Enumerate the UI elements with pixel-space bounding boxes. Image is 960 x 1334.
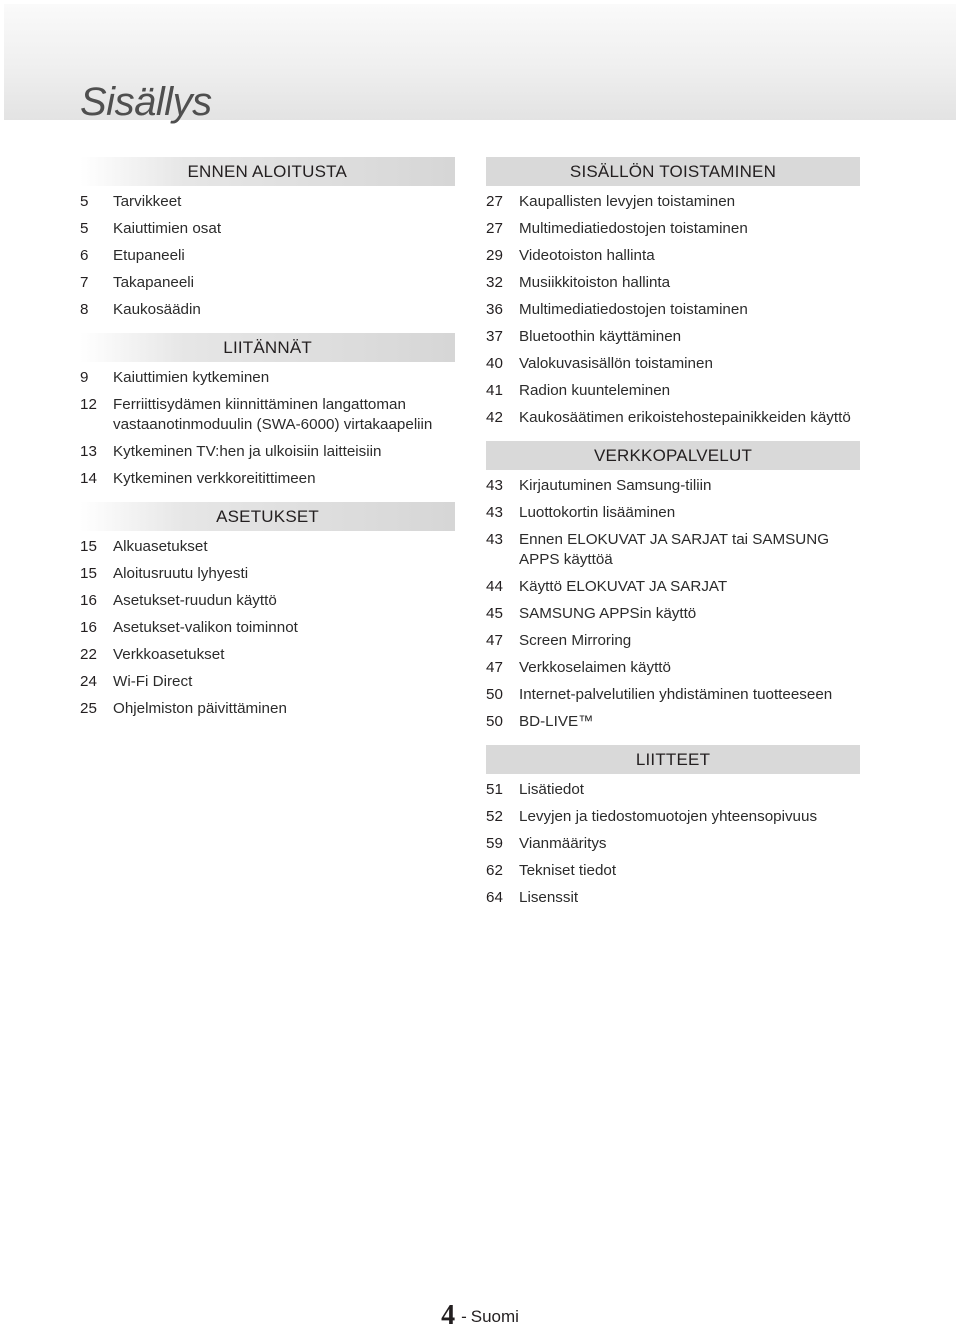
toc-entry-page: 50 bbox=[486, 685, 503, 703]
toc-entry-title: Verkkoselaimen käyttö bbox=[519, 658, 671, 676]
toc-section-liitteet bbox=[486, 745, 860, 911]
toc-entry-page: 13 bbox=[80, 442, 97, 460]
toc-section-verkkopalvelut bbox=[486, 441, 860, 735]
footer-separator: - bbox=[461, 1307, 467, 1326]
toc-entry[interactable] bbox=[486, 499, 860, 526]
toc-entry-title: Levyjen ja tiedostomuotojen yhteensopivuus bbox=[519, 807, 818, 825]
toc-entry-page: 43 bbox=[486, 476, 503, 494]
toc-entry-title: Multimediatiedostojen toistaminen bbox=[519, 219, 748, 237]
section-heading: ASETUKSET bbox=[80, 502, 455, 531]
toc-entry[interactable] bbox=[486, 296, 860, 323]
toc-entry[interactable] bbox=[80, 641, 455, 668]
toc-entry-page: 50 bbox=[486, 712, 503, 730]
toc-entry[interactable] bbox=[486, 526, 860, 573]
toc-entry[interactable] bbox=[80, 614, 455, 641]
toc-entry-title: Tarvikkeet bbox=[113, 192, 182, 210]
toc-entry[interactable] bbox=[486, 242, 860, 269]
toc-entry[interactable] bbox=[486, 884, 860, 911]
toc-entry-title: Ohjelmiston päivittäminen bbox=[113, 699, 287, 717]
toc-entry-page: 15 bbox=[80, 564, 97, 582]
toc-entry-title: Lisenssit bbox=[519, 888, 579, 906]
toc-entry-page: 7 bbox=[80, 273, 89, 291]
toc-entry-title: Kirjautuminen Samsung-tiliin bbox=[519, 476, 712, 494]
toc-entry-page: 14 bbox=[80, 469, 97, 487]
toc-entry-page: 62 bbox=[486, 861, 503, 879]
toc-entry-page: 9 bbox=[80, 368, 89, 386]
toc-entry-title: Luottokortin lisääminen bbox=[519, 503, 676, 521]
toc-entry[interactable] bbox=[80, 465, 455, 492]
toc-entry-page: 32 bbox=[486, 273, 503, 291]
toc-entry-page: 27 bbox=[486, 192, 503, 210]
toc-entry[interactable] bbox=[80, 269, 455, 296]
toc-entry[interactable] bbox=[80, 695, 455, 722]
toc-entry-page: 40 bbox=[486, 354, 503, 372]
toc-entry-title: Multimediatiedostojen toistaminen bbox=[519, 300, 748, 318]
toc-entry-title: Kaukosäädin bbox=[113, 300, 201, 318]
toc-entry-page: 43 bbox=[486, 503, 503, 521]
toc-entry-title: Valokuvasisällön toistaminen bbox=[519, 354, 713, 372]
toc-entry[interactable] bbox=[486, 404, 860, 431]
toc-entry-page: 29 bbox=[486, 246, 503, 264]
section-heading: LIITÄNNÄT bbox=[80, 333, 455, 362]
toc-entry-page: 27 bbox=[486, 219, 503, 237]
toc-entry-page: 43 bbox=[486, 530, 503, 548]
toc-entry[interactable] bbox=[486, 830, 860, 857]
toc-entry-title: Asetukset-valikon toiminnot bbox=[113, 618, 298, 636]
toc-entry-page: 12 bbox=[80, 395, 97, 413]
page-title: Sisällys bbox=[80, 80, 212, 124]
toc-left-column bbox=[80, 157, 455, 732]
toc-entry-page: 41 bbox=[486, 381, 503, 399]
toc-entry[interactable] bbox=[80, 438, 455, 465]
toc-entry[interactable] bbox=[486, 681, 860, 708]
toc-entry-title: Kaiuttimien kytkeminen bbox=[113, 368, 270, 386]
toc-entry-page: 16 bbox=[80, 591, 97, 609]
page-footer bbox=[0, 1299, 960, 1334]
toc-entry-title: Alkuasetukset bbox=[113, 537, 208, 555]
toc-entry-title: Kaupallisten levyjen toistaminen bbox=[519, 192, 736, 210]
toc-entry[interactable] bbox=[486, 472, 860, 499]
toc-entry-title: Lisätiedot bbox=[519, 780, 585, 798]
toc-entry-page: 5 bbox=[80, 192, 89, 210]
toc-entry[interactable] bbox=[486, 600, 860, 627]
toc-entry[interactable] bbox=[486, 857, 860, 884]
toc-entry-title: Videotoiston hallinta bbox=[519, 246, 655, 264]
toc-section-ennen-aloitusta bbox=[80, 157, 455, 323]
toc-section-liitannat bbox=[80, 333, 455, 492]
toc-entry-title: Musiikkitoiston hallinta bbox=[519, 273, 671, 291]
toc-entry[interactable] bbox=[486, 803, 860, 830]
toc-entry-title: Radion kuunteleminen bbox=[519, 381, 671, 399]
toc-entry-title: Tekniset tiedot bbox=[519, 861, 617, 879]
toc-section-asetukset bbox=[80, 502, 455, 722]
toc-entry[interactable] bbox=[80, 188, 455, 215]
toc-entry-page: 59 bbox=[486, 834, 503, 852]
toc-entry-title: Kytkeminen TV:hen ja ulkoisiin laitteisiin bbox=[113, 442, 382, 460]
toc-entry-title: Takapaneeli bbox=[113, 273, 195, 291]
toc-entry-page: 15 bbox=[80, 537, 97, 555]
toc-entry-title: Kytkeminen verkkoreitittimeen bbox=[113, 469, 316, 487]
toc-entry-title: Asetukset-ruudun käyttö bbox=[113, 591, 277, 609]
toc-entry-page: 36 bbox=[486, 300, 503, 318]
toc-entry-page: 24 bbox=[80, 672, 97, 690]
page-number: 4 bbox=[441, 1300, 456, 1331]
toc-entry[interactable] bbox=[486, 377, 860, 404]
toc-entry[interactable] bbox=[486, 776, 860, 803]
toc-entry-title: Kaukosäätimen erikoistehostepainikkeiden käyttö bbox=[519, 408, 851, 426]
toc-entry-title: Screen Mirroring bbox=[519, 631, 632, 649]
toc-entry-title: Vianmääritys bbox=[519, 834, 607, 852]
toc-entry-title: SAMSUNG APPSin käyttö bbox=[519, 604, 697, 622]
toc-entry[interactable] bbox=[80, 391, 455, 438]
toc-entry-title: Kaiuttimien osat bbox=[113, 219, 222, 237]
toc-entry[interactable] bbox=[486, 323, 860, 350]
toc-entry-title: BD-LIVE™ bbox=[519, 712, 594, 730]
footer-language: Suomi bbox=[470, 1307, 519, 1326]
toc-entry-page: 8 bbox=[80, 300, 89, 318]
toc-entry[interactable] bbox=[80, 668, 455, 695]
toc-entry-page: 52 bbox=[486, 807, 503, 825]
toc-entry[interactable] bbox=[486, 188, 860, 215]
toc-entry[interactable] bbox=[486, 215, 860, 242]
section-heading: VERKKOPALVELUT bbox=[486, 441, 860, 470]
toc-entry[interactable] bbox=[486, 627, 860, 654]
toc-entry[interactable] bbox=[80, 560, 455, 587]
toc-entry-title: Internet-palvelutilien yhdistäminen tuotteeseen bbox=[519, 685, 833, 703]
toc-entry[interactable] bbox=[486, 573, 860, 600]
toc-entry[interactable] bbox=[80, 533, 455, 560]
toc-entry-page: 64 bbox=[486, 888, 503, 906]
toc-entry-page: 5 bbox=[80, 219, 89, 237]
toc-right-column bbox=[486, 157, 860, 921]
toc-entry-page: 37 bbox=[486, 327, 503, 345]
toc-entry-page: 47 bbox=[486, 631, 503, 649]
section-heading: ENNEN ALOITUSTA bbox=[80, 157, 455, 186]
toc-entry-page: 16 bbox=[80, 618, 97, 636]
toc-entry-title: Wi-Fi Direct bbox=[113, 672, 193, 690]
toc-entry[interactable] bbox=[486, 654, 860, 681]
toc-entry-page: 22 bbox=[80, 645, 97, 663]
toc-entry-title: Etupaneeli bbox=[113, 246, 185, 264]
toc-entry[interactable] bbox=[80, 296, 455, 323]
toc-entry-page: 6 bbox=[80, 246, 89, 264]
toc-entry-title: Bluetoothin käyttäminen bbox=[519, 327, 682, 345]
toc-entry-page: 47 bbox=[486, 658, 503, 676]
toc-entry-title: Ennen ELOKUVAT JA SARJAT tai SAMSUNG APPS käyttöä bbox=[519, 530, 830, 568]
toc-entry-title: Ferriittisydämen kiinnittäminen langattoman vastaanotinmoduulin (SWA-6000) virtakaapeliin bbox=[113, 395, 433, 433]
toc-entry-page: 44 bbox=[486, 577, 503, 595]
toc-entry-page: 42 bbox=[486, 408, 503, 426]
toc-section-sisallon-toistaminen bbox=[486, 157, 860, 431]
toc-entry[interactable] bbox=[80, 215, 455, 242]
toc-entry[interactable] bbox=[80, 242, 455, 269]
toc-entry[interactable] bbox=[80, 364, 455, 391]
toc-entry-page: 45 bbox=[486, 604, 503, 622]
section-heading: LIITTEET bbox=[486, 745, 860, 774]
toc-entry-page: 51 bbox=[486, 780, 503, 798]
toc-entry-title: Käyttö ELOKUVAT JA SARJAT bbox=[519, 577, 728, 595]
toc-entry[interactable] bbox=[486, 350, 860, 377]
toc-entry[interactable] bbox=[486, 708, 860, 735]
toc-entry-title: Aloitusruutu lyhyesti bbox=[113, 564, 249, 582]
toc-entry-title: Verkkoasetukset bbox=[113, 645, 225, 663]
section-heading: SISÄLLÖN TOISTAMINEN bbox=[486, 157, 860, 186]
toc-entry-page: 25 bbox=[80, 699, 97, 717]
toc-entry[interactable] bbox=[80, 587, 455, 614]
toc-entry[interactable] bbox=[486, 269, 860, 296]
